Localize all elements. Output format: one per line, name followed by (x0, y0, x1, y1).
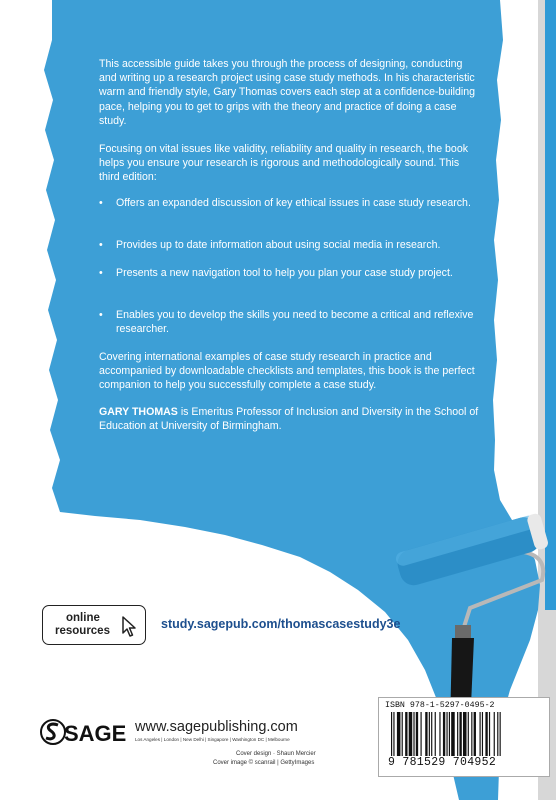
isbn-text: ISBN 978-1-5297-0495-2 (385, 701, 495, 710)
cover-image-credit: Cover image © scanrail | GettyImages (213, 760, 315, 766)
isbn-barcode (378, 697, 550, 777)
author-bio (99, 405, 479, 433)
author-bio-text: is Emeritus Professor of Inclusion and Diversity in the School of Education at University of Birmingham. (99, 406, 479, 433)
blurb-paragraph-2: Focusing on vital issues like validity, reliability and quality in research, the book helps you ensure your research is rigorous and methodologically sound. This third edition: (99, 143, 469, 184)
publisher-cities: Los Angeles | London | New Delhi | Singapore | Washington DC | Melbourne (135, 737, 290, 742)
bullet-text: Enables you to develop the skills you need to become a critical and reflexive researcher. (116, 309, 474, 336)
cursor-arrow-icon (121, 616, 137, 638)
bullet-text: Provides up to date information about using social media in research. (116, 239, 441, 251)
bullet-text: Presents a new navigation tool to help you plan your case study project. (116, 267, 453, 279)
resources-label: resources (55, 625, 110, 637)
bullet-dot: • (99, 309, 103, 321)
online-resources-badge[interactable] (42, 605, 146, 645)
barcode-digits: 9 781529 704952 (388, 756, 497, 769)
bullet-dot: • (99, 239, 103, 251)
bullet-dot: • (99, 267, 103, 279)
author-name: GARY THOMAS (99, 406, 178, 418)
bullet-dot: • (99, 197, 103, 209)
blurb-paragraph-1: This accessible guide takes you through the process of designing, conducting and writing up a research project using case study methods. In his characteristic warm and friendly style, Gary Thomas covers each step at a confidence-building pace, helping you to get to grips with the theory and practice of doing a case study. (99, 58, 476, 127)
bullet-text: Offers an expanded discussion of key ethical issues in case study research. (116, 197, 471, 209)
sage-logo (40, 717, 132, 747)
sage-logo-text: SAGE (64, 721, 127, 746)
companion-website-link[interactable]: study.sagepub.com/thomascasestudy3e (161, 617, 401, 631)
barcode-icon (391, 712, 541, 756)
cover-design-credit: Cover design · Shaun Mercier (236, 751, 316, 757)
publisher-website[interactable]: www.sagepublishing.com (135, 719, 298, 735)
online-label: online (66, 612, 100, 624)
closing-paragraph: Covering international examples of case study research in practice and accompanied by downloadable checklists and templates, this book is the perfect companion to help you successfully complete a case study. (99, 351, 475, 392)
